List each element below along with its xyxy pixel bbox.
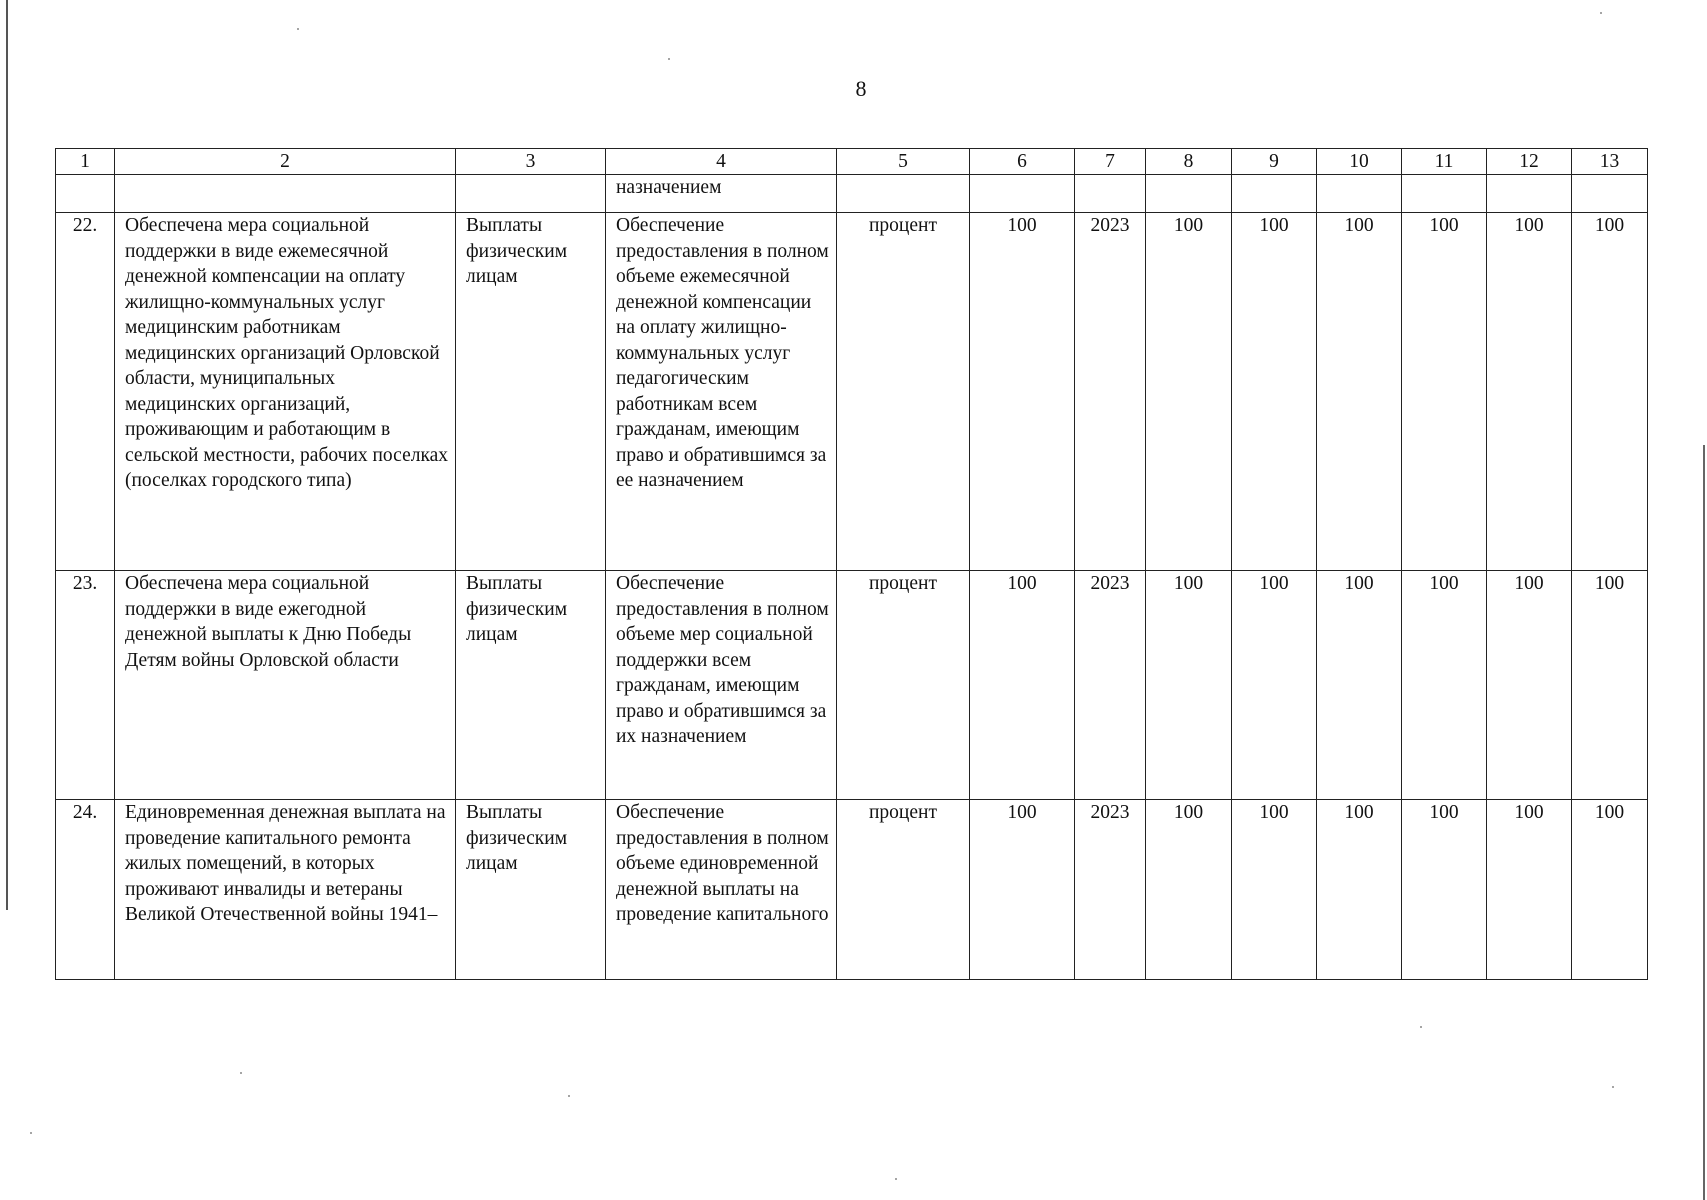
column-number: 8	[1146, 149, 1232, 175]
year-value: 100	[1232, 571, 1317, 800]
column-number: 2	[115, 149, 456, 175]
measure-name: Обеспечена мера социальной поддержки в виде ежемесячной денежной компенсации на оплату жилищно-коммунальных услуг медицинским работникам медицинских организаций Орловской области, муниципальных медицинских организаций, проживающим и работающим в сельской местности, рабочих поселках (поселках городского типа)	[115, 213, 456, 571]
column-number: 9	[1232, 149, 1317, 175]
year-value: 100	[1317, 571, 1402, 800]
column-number: 5	[837, 149, 970, 175]
year-value: 100	[1572, 800, 1648, 980]
year-value: 100	[1232, 800, 1317, 980]
base-value: 100	[970, 213, 1075, 571]
column-number: 7	[1075, 149, 1146, 175]
unit: процент	[837, 213, 970, 571]
base-year: 2023	[1075, 213, 1146, 571]
indicator-text: Обеспечение предоставления в полном объеме мер социальной поддержки всем гражданам, имеющим право и обратившимся за их назначением	[606, 571, 837, 800]
scan-speck	[1420, 1026, 1422, 1028]
column-number: 4	[606, 149, 837, 175]
column-number: 12	[1487, 149, 1572, 175]
measure-type: Выплаты физическим лицам	[456, 213, 606, 571]
year-value: 100	[1402, 800, 1487, 980]
table-row	[56, 571, 1648, 800]
column-number-row	[56, 149, 1648, 175]
scan-speck	[1612, 1086, 1614, 1088]
year-value: 100	[1317, 213, 1402, 571]
column-number: 13	[1572, 149, 1648, 175]
measure-name: Обеспечена мера социальной поддержки в виде ежегодной денежной выплаты к Дню Победы Детям войны Орловской области	[115, 571, 456, 800]
unit: процент	[837, 571, 970, 800]
scan-speck	[668, 58, 670, 60]
base-value: 100	[970, 571, 1075, 800]
year-value: 100	[1317, 800, 1402, 980]
base-value: 100	[970, 800, 1075, 980]
year-value: 100	[1572, 571, 1648, 800]
indicators-table	[55, 148, 1648, 980]
base-year: 2023	[1075, 800, 1146, 980]
table-row	[56, 213, 1648, 571]
year-value: 100	[1232, 213, 1317, 571]
row-number: 24.	[56, 800, 115, 980]
scan-right-edge	[1703, 445, 1705, 1200]
continuation-text: назначением	[606, 175, 837, 213]
scan-speck	[1600, 12, 1602, 14]
table-row	[56, 800, 1648, 980]
measure-type: Выплаты физическим лицам	[456, 571, 606, 800]
scan-speck	[568, 1095, 570, 1097]
year-value: 100	[1487, 800, 1572, 980]
year-value: 100	[1146, 571, 1232, 800]
base-year: 2023	[1075, 571, 1146, 800]
continuation-row	[56, 175, 1648, 213]
scan-speck	[240, 1072, 242, 1074]
scan-left-edge	[6, 0, 8, 910]
column-number: 10	[1317, 149, 1402, 175]
unit: процент	[837, 800, 970, 980]
year-value: 100	[1402, 571, 1487, 800]
year-value: 100	[1487, 213, 1572, 571]
year-value: 100	[1402, 213, 1487, 571]
year-value: 100	[1146, 213, 1232, 571]
column-number: 11	[1402, 149, 1487, 175]
column-number: 3	[456, 149, 606, 175]
year-value: 100	[1487, 571, 1572, 800]
column-number: 6	[970, 149, 1075, 175]
scan-speck	[895, 1178, 897, 1180]
indicator-text: Обеспечение предоставления в полном объеме ежемесячной денежной компенсации на оплату жилищно-коммунальных услуг педагогическим работникам всем гражданам, имеющим право и обратившимся за ее назначением	[606, 213, 837, 571]
row-number: 22.	[56, 213, 115, 571]
column-number: 1	[56, 149, 115, 175]
measure-type: Выплаты физическим лицам	[456, 800, 606, 980]
row-number: 23.	[56, 571, 115, 800]
indicator-text: Обеспечение предоставления в полном объеме единовременной денежной выплаты на проведение капитального	[606, 800, 837, 980]
scan-speck	[30, 1132, 32, 1134]
measure-name: Единовременная денежная выплата на проведение капитального ремонта жилых помещений, в которых проживают инвалиды и ветераны Великой Отечественной войны 1941–	[115, 800, 456, 980]
scan-speck	[297, 28, 299, 30]
year-value: 100	[1146, 800, 1232, 980]
page-number: 8	[855, 76, 867, 101]
year-value: 100	[1572, 213, 1648, 571]
